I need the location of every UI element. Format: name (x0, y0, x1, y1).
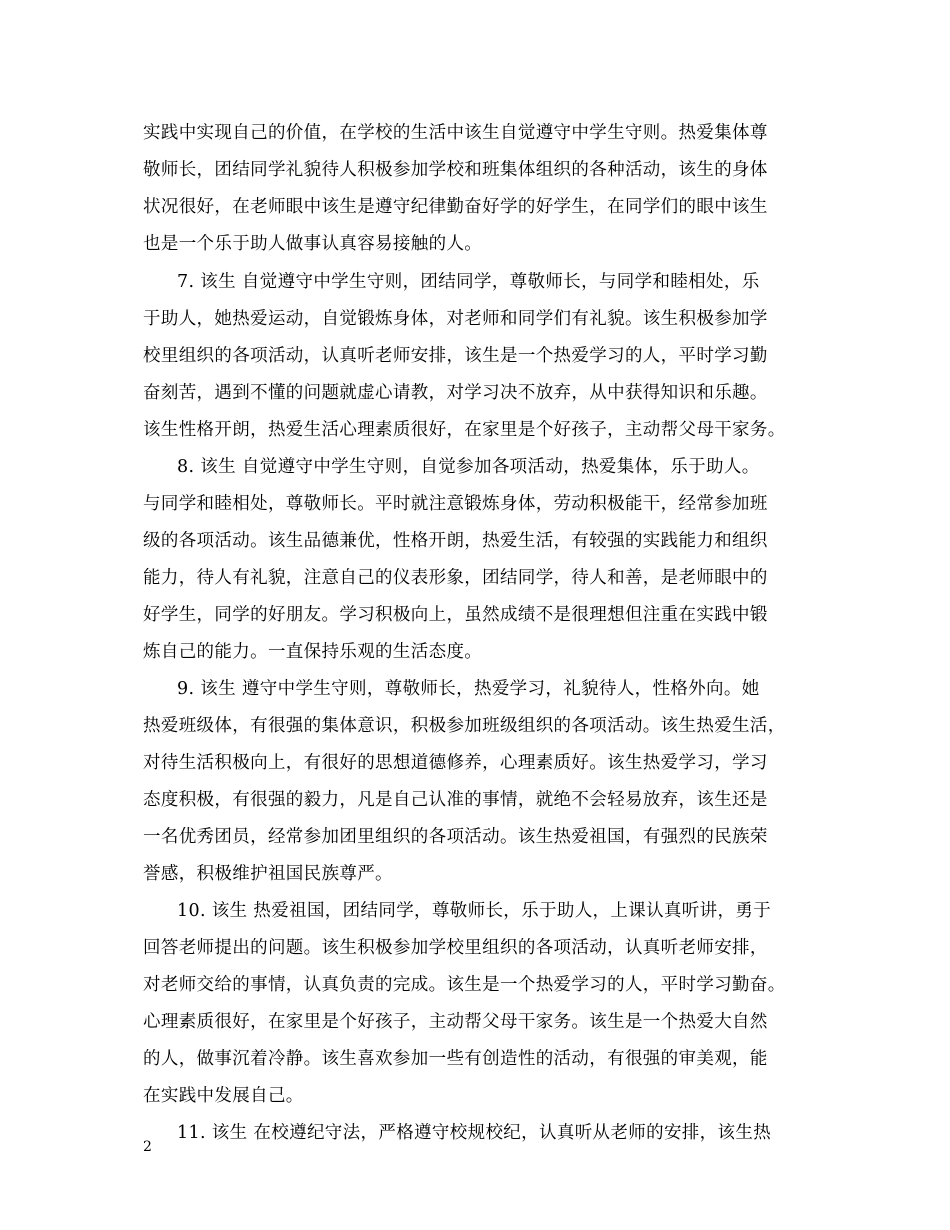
text-line: 的人，做事沉着冷静。该生喜欢参加一些有创造性的活动，有很强的审美观，能 (143, 1049, 768, 1069)
list-item-start: 10. 该生 热爱祖国，团结同学，尊敬师长，乐于助人，上课认真听讲，勇于 (177, 901, 772, 921)
text-line: 好学生，同学的好朋友。学习积极向上，虽然成绩不是很理想但注重在实践中锻 (143, 605, 768, 625)
text-line: 对老师交给的事情，认真负责的完成。该生是一个热爱学习的人，平时学习勤奋。 (143, 975, 786, 995)
text-line: 热爱班级体，有很强的集体意识，积极参加班级组织的各项活动。该生热爱生活， (143, 716, 786, 736)
list-item-start: 8. 该生 自觉遵守中学生守则，自觉参加各项活动，热爱集体，乐于助人。 (177, 457, 760, 477)
list-item-start: 9. 该生 遵守中学生守则，尊敬师长，热爱学习，礼貌待人，性格外向。她 (177, 679, 760, 699)
text-line: 级的各项活动。该生品德兼优，性格开朗，热爱生活，有较强的实践能力和组织 (143, 531, 768, 551)
text-line: 奋刻苦，遇到不懂的问题就虚心请教，对学习决不放弃，从中获得知识和乐趣。 (143, 383, 768, 403)
text-line: 炼自己的能力。一直保持乐观的生活态度。 (143, 642, 483, 662)
text-line: 校里组织的各项活动，认真听老师安排，该生是一个热爱学习的人，平时学习勤 (143, 346, 768, 366)
list-item-start: 11. 该生 在校遵纪守法，严格遵守校规校纪，认真听从老师的安排，该生热 (177, 1123, 772, 1143)
text-line: 能力，待人有礼貌，注意自己的仪表形象，团结同学，待人和善，是老师眼中的 (143, 568, 768, 588)
text-line: 该生性格开朗，热爱生活心理素质很好，在家里是个好孩子，主动帮父母干家务。 (143, 420, 786, 440)
page-number: 2 (143, 1139, 152, 1155)
text-line: 状况很好，在老师眼中该生是遵守纪律勤奋好学的好学生，在同学们的眼中该生 (143, 197, 768, 217)
text-line: 敬师长，团结同学礼貌待人积极参加学校和班集体组织的各种活动，该生的身体 (143, 160, 768, 180)
text-line: 态度积极，有很强的毅力，凡是自己认准的事情，就绝不会轻易放弃，该生还是 (143, 790, 768, 810)
text-line: 实践中实现自己的价值，在学校的生活中该生自觉遵守中学生守则。热爱集体尊 (143, 123, 768, 143)
text-line: 与同学和睦相处，尊敬师长。平时就注意锻炼身体，劳动积极能干，经常参加班 (143, 494, 768, 514)
text-line: 于助人，她热爱运动，自觉锻炼身体，对老师和同学们有礼貌。该生积极参加学 (143, 309, 768, 329)
text-line: 在实践中发展自己。 (143, 1086, 304, 1106)
list-item-start: 7. 该生 自觉遵守中学生守则，团结同学，尊敬师长，与同学和睦相处，乐 (177, 272, 760, 292)
text-line: 誉感，积极维护祖国民族尊严。 (143, 864, 393, 884)
text-line: 对待生活积极向上，有很好的思想道德修养，心理素质好。该生热爱学习，学习 (143, 753, 768, 773)
text-line: 心理素质很好，在家里是个好孩子，主动帮父母干家务。该生是一个热爱大自然 (143, 1012, 768, 1032)
text-line: 回答老师提出的问题。该生积极参加学校里组织的各项活动，认真听老师安排， (143, 938, 768, 958)
text-line: 一名优秀团员，经常参加团里组织的各项活动。该生热爱祖国，有强烈的民族荣 (143, 827, 768, 847)
text-line: 也是一个乐于助人做事认真容易接触的人。 (143, 234, 483, 254)
